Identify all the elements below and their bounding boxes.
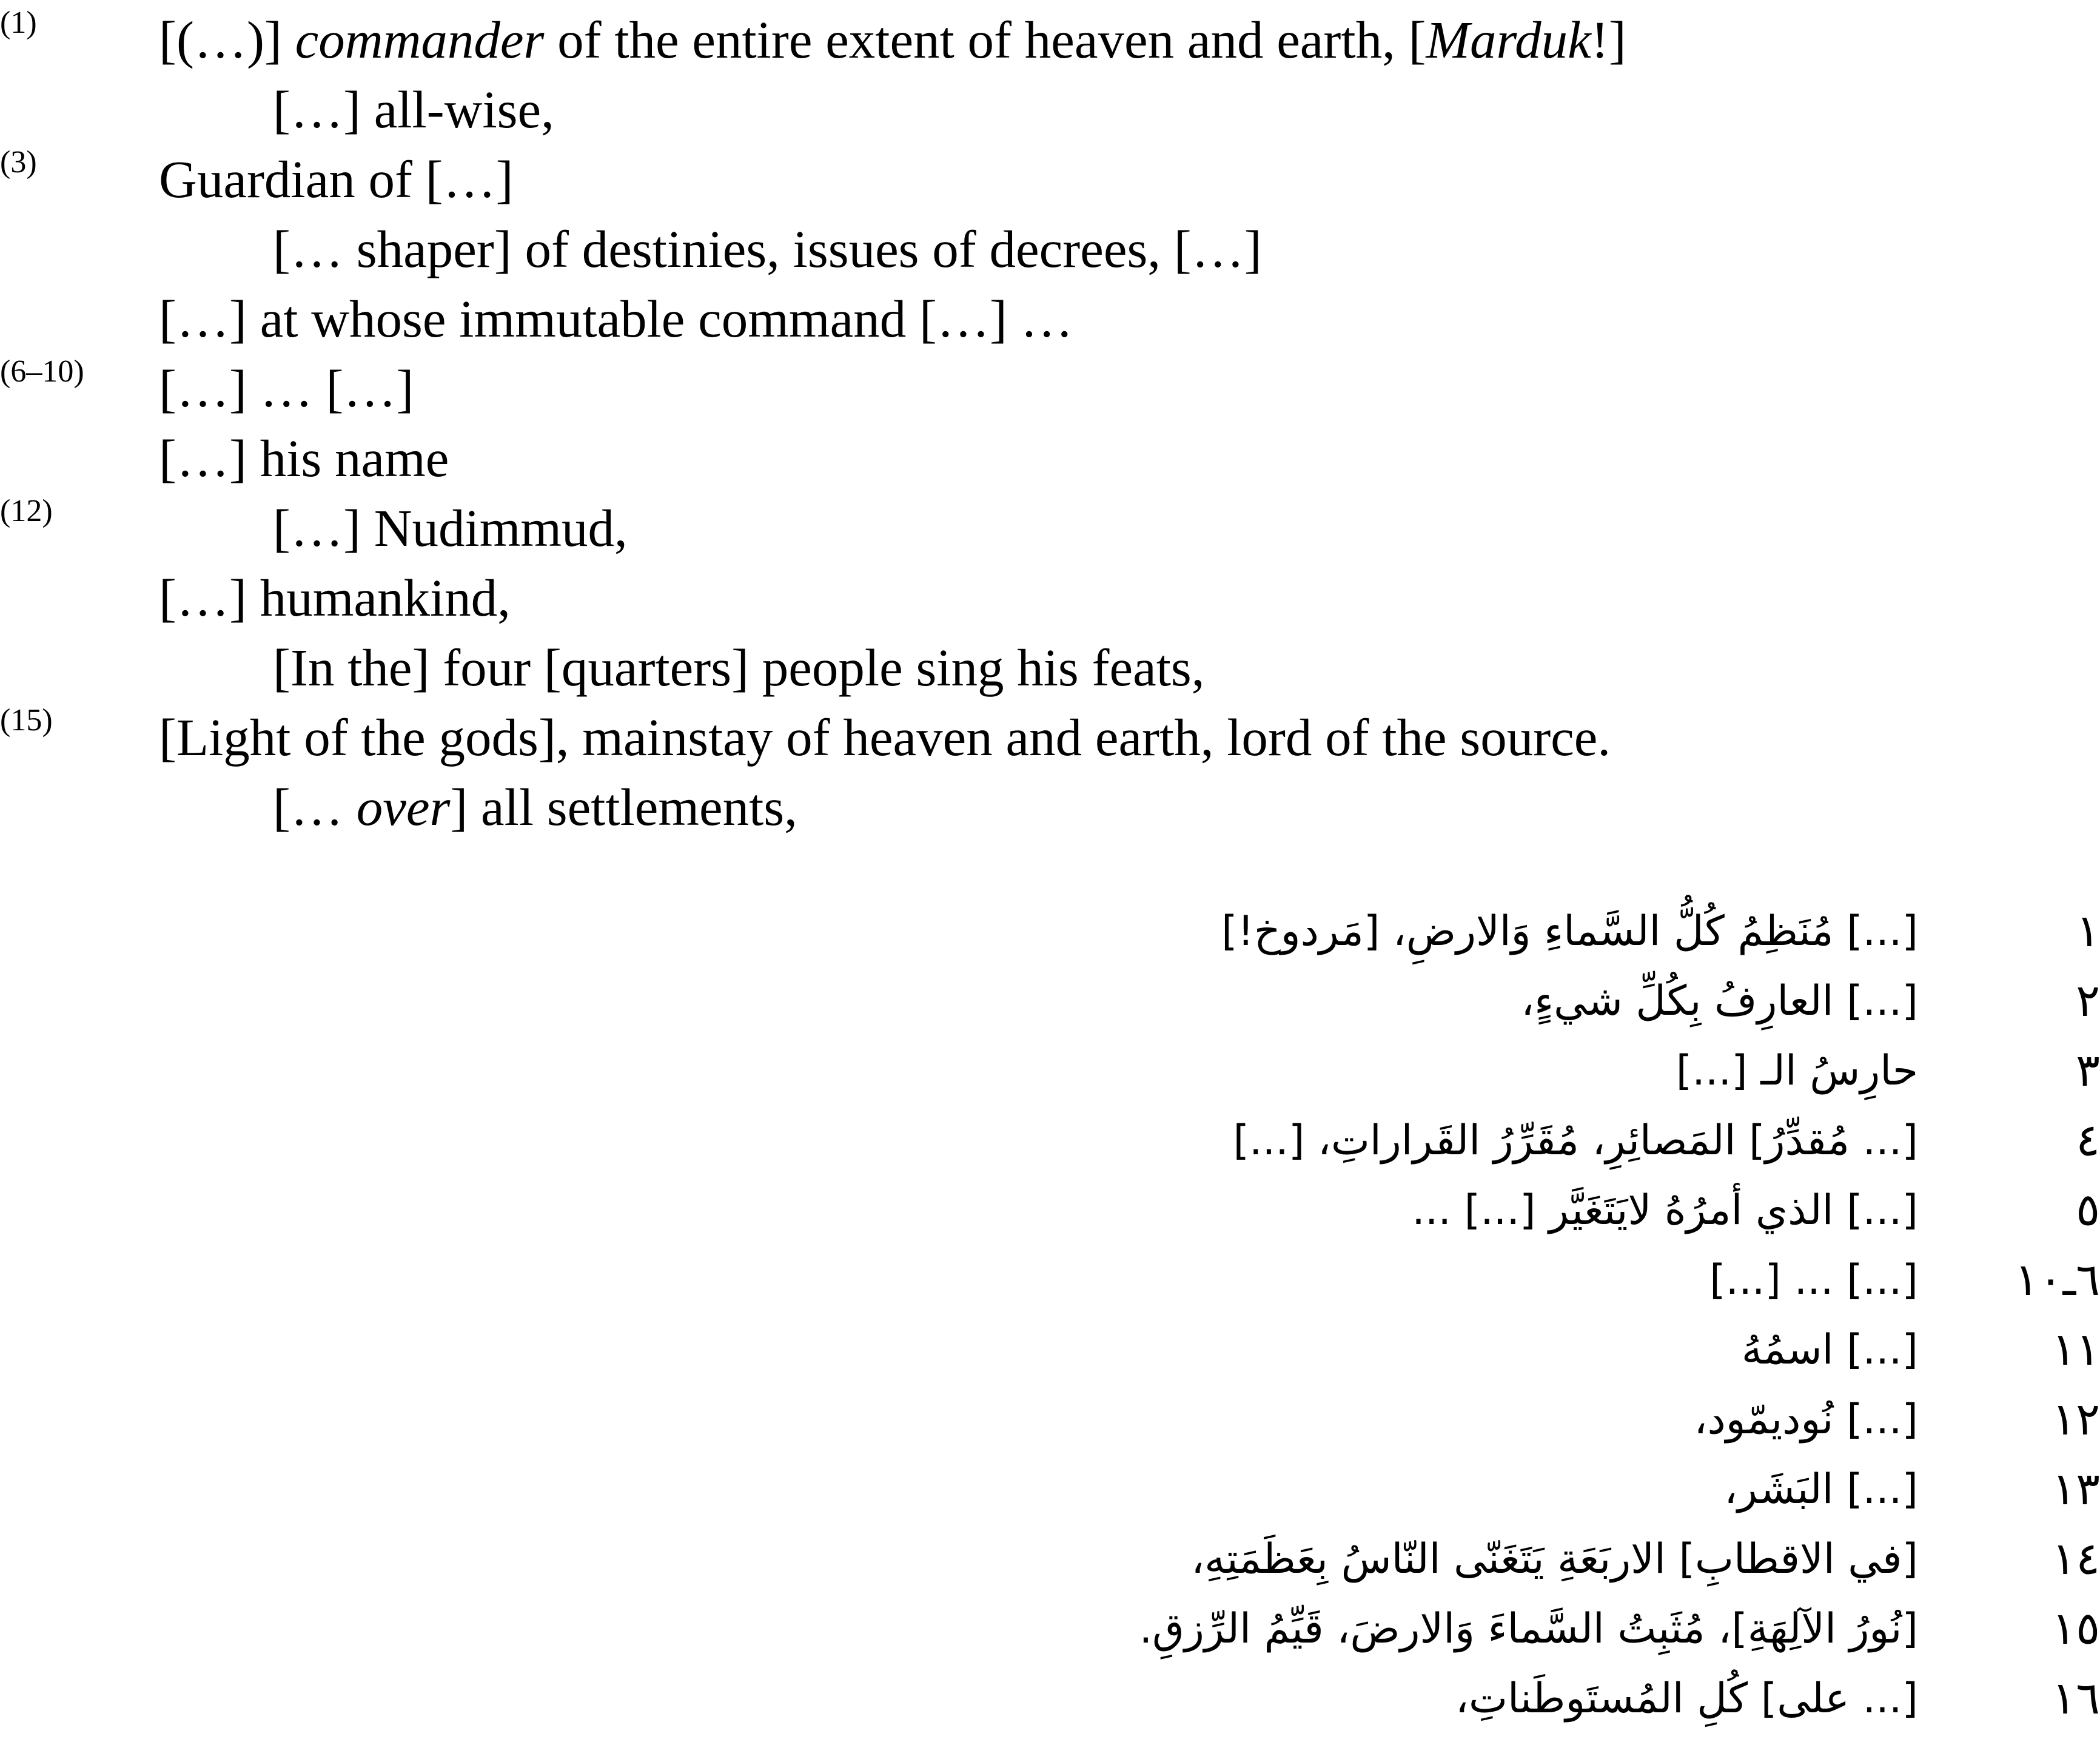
english-line-text (159, 563, 511, 633)
english-text-segment: […] at whose immutable command […] … (159, 289, 1073, 348)
arabic-line-number: ٤ (2076, 1114, 2100, 1166)
arabic-line-text: [في الاقطابِ] الاربَعَةِ يَتَغَنّى النّاسُ بِعَظَمَتِهِ، (1191, 1535, 1918, 1583)
english-text-segment: […] his name (159, 429, 449, 488)
arabic-line (0, 1455, 2100, 1524)
arabic-line-text: [...] البَشَر، (1724, 1465, 1918, 1513)
english-line (0, 423, 2100, 493)
english-line-text (273, 633, 1204, 702)
english-text-segment: […] … […] (159, 359, 414, 418)
english-line-text (159, 423, 449, 493)
english-text-segment: [… (273, 778, 357, 836)
arabic-line (0, 1385, 2100, 1455)
english-line-text (159, 354, 414, 423)
arabic-line-text: [نُورُ الآلِهَةِ]، مُثَبِتُ السَّماءَ وَالارضَ، قَيِّمُ الرِّزقِ. (1139, 1605, 1918, 1653)
arabic-line-number: ١٦ (2051, 1672, 2100, 1724)
arabic-line (0, 1175, 2100, 1245)
english-line-text (273, 493, 628, 563)
english-line (0, 354, 2100, 423)
arabic-line (0, 1664, 2100, 1734)
english-line (0, 5, 2100, 75)
arabic-line-text: [... مُقدِّرُ] المَصائِرِ، مُقَرِّرُ القَراراتِ، [...] (1233, 1117, 1918, 1165)
english-line (0, 493, 2100, 563)
arabic-line (0, 1594, 2100, 1664)
english-line-text (273, 772, 797, 842)
english-line (0, 772, 2100, 842)
arabic-line (0, 966, 2100, 1036)
arabic-line-text: [...] العارِفُ بِكُلِّ شيءٍ، (1521, 977, 1918, 1025)
english-line-text (273, 75, 554, 144)
arabic-line-number: ١٢ (2051, 1393, 2100, 1445)
english-text-segment: […] Nudimmud, (273, 499, 628, 557)
arabic-line-number: ١٤ (2051, 1533, 2100, 1585)
arabic-line-text: [...] مُنَظِمُ كُلُّ السَّماءِ وَالارضِ، [مَردوخ!] (1221, 907, 1918, 955)
english-text-segment: […] all-wise, (273, 80, 554, 139)
arabic-line-number: ٢ (2076, 975, 2100, 1027)
english-italic-word: Marduk (1426, 10, 1591, 69)
english-line-number: (1) (0, 5, 37, 40)
english-line-text (159, 284, 1073, 354)
english-line (0, 144, 2100, 214)
arabic-line (0, 896, 2100, 966)
english-text-segment: [Light of the gods], mainstay of heaven and earth, lord of the source. (159, 708, 1611, 767)
arabic-line (0, 1036, 2100, 1106)
english-italic-word: over (356, 778, 451, 836)
english-text-segment: [In the] four [quarters] people sing his feats, (273, 638, 1205, 697)
arabic-line (0, 1524, 2100, 1594)
english-line-text (159, 702, 1611, 772)
arabic-line-text: حارِسُ الـ [...] (1676, 1047, 1918, 1095)
arabic-line-text: [...] الذي أمرُهُ لايَتَغَيَّر [...] ... (1412, 1186, 1918, 1234)
english-line (0, 702, 2100, 772)
arabic-line-number: ١٣ (2051, 1463, 2100, 1515)
arabic-line-number: ١ (2076, 905, 2100, 957)
english-text-segment: Guardian of […] (159, 150, 514, 209)
english-line-text (159, 5, 1626, 75)
english-line (0, 563, 2100, 633)
arabic-line (0, 1106, 2100, 1175)
arabic-line (0, 1245, 2100, 1315)
arabic-line-number: ١١ (2051, 1323, 2100, 1376)
english-line-text (273, 214, 1262, 284)
english-italic-word: commander (295, 10, 545, 69)
english-line-number: (3) (0, 145, 37, 180)
arabic-line (0, 1315, 2100, 1385)
english-line (0, 75, 2100, 144)
arabic-line-number: ١٥ (2051, 1603, 2100, 1655)
english-text-segment: ] all settlements, (450, 778, 797, 836)
english-line (0, 284, 2100, 354)
arabic-line-text: [...] ... [...] (1709, 1256, 1918, 1304)
english-text-segment: [… shaper] of destinies, issues of decrees, […] (273, 220, 1262, 278)
arabic-line-number: ٦ـ١٠ (2014, 1254, 2100, 1306)
english-text-segment: [(…)] (159, 10, 295, 69)
english-line (0, 214, 2100, 284)
arabic-line-text: [... على] كُلِ المُستَوطَناتِ، (1455, 1675, 1918, 1723)
arabic-line-number: ٥ (2076, 1184, 2100, 1236)
english-text-segment: […] humankind, (159, 568, 511, 627)
english-text-segment: of the entire extent of heaven and earth, [ (544, 10, 1426, 69)
english-line-text (159, 144, 514, 214)
english-line-number: (6–10) (0, 354, 84, 389)
arabic-line-text: [...] اسمُهُ (1741, 1326, 1918, 1374)
english-line (0, 633, 2100, 702)
english-line-number: (12) (0, 494, 53, 528)
arabic-line-number: ٣ (2076, 1044, 2100, 1097)
english-text-segment: !] (1591, 10, 1626, 69)
arabic-line-text: [...] نُوديمّود، (1694, 1396, 1918, 1444)
english-line-number: (15) (0, 703, 53, 738)
